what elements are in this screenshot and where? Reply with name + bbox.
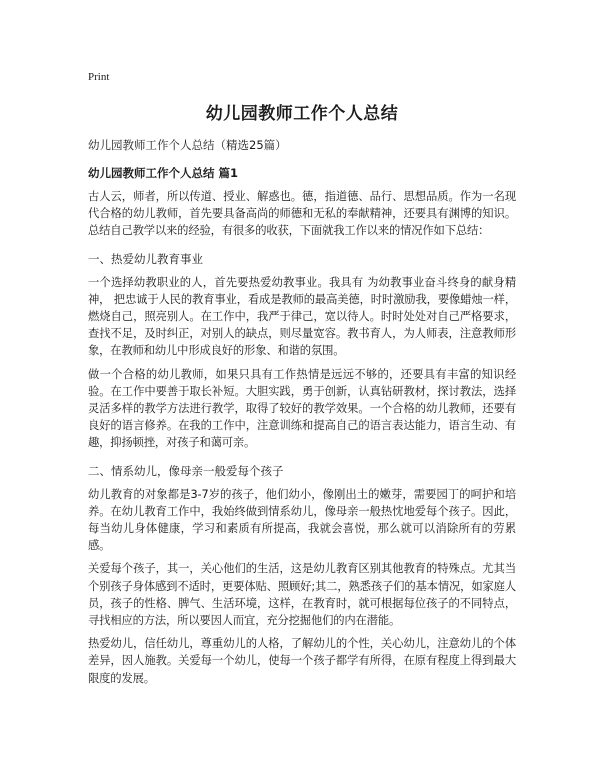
article-title: 幼儿园教师工作个人总结 篇1 — [88, 166, 239, 180]
section2-paragraph-1: 幼儿教育的对象都是3-7岁的孩子，他们幼小，像刚出土的嫩芽，需要园丁的呵护和培养。在幼儿教育工作中，我始终做到情系幼儿，像母亲一般热忱地爱每个孩子。因此，每当幼儿身体健康，学习和素质有所提高，我就会喜悦，那么就可以消除所有的劳累感。 — [88, 487, 516, 553]
section1-paragraph-2: 做一个合格的幼儿教师，如果只具有工作热情是远远不够的，还要具有丰富的知识经验。在工作中要善于取长补短。大胆实践，勇于创新，认真钻研教材，探讨教法，选择灵活多样的教学方法进行教学，取得了较好的教学效果。一个合格的幼儿教师，还要有良好的语言修养。在我的工作中，注意训练和提高自己的语言表达能力，语言生动、有趣，抑扬顿挫，对孩子和蔼可亲。 — [88, 367, 516, 450]
intro-paragraph: 古人云，师者，所以传道、授业、解惑也。德，指道德、品行、思想品质。作为一名现代合格的幼儿教师，首先要具备高尚的师德和无私的奉献精神，还要具有渊博的知识。总结自己教学以来的经验，有很多的收获，下面就我工作以来的情况作如下总结： — [88, 190, 516, 238]
document-page — [88, 70, 516, 687]
section-heading-2: 二、情系幼儿，像母亲一般爱每个孩子 — [88, 463, 284, 478]
document-subtitle: 幼儿园教师工作个人总结（精选25篇） — [88, 138, 287, 152]
print-label[interactable]: Print — [88, 71, 110, 83]
section2-paragraph-2: 关爱每个孩子，其一，关心他们的生活，这是幼儿教育区别其他教育的特殊点。尤其当个别孩子身体感到不适时，更要体贴、照顾好;其二，熟悉孩子们的基本情况，如家庭人员，孩子的性格、脾气、生活环境，这样，在教育时，就可根据每位孩子的不同特点，寻找相应的方法，所以要因人而宜，充分挖掘他们的内在潜能。 — [88, 562, 516, 628]
section2-paragraph-3: 热爱幼儿，信任幼儿，尊重幼儿的人格，了解幼儿的个性，关心幼儿，注意幼儿的个体差异，因人施教。关爱每一个幼儿，使每一个孩子都学有所得，在原有程度上得到最大限度的发展。 — [88, 637, 516, 685]
document-title: 幼儿园教师工作个人总结 — [205, 104, 399, 124]
section1-paragraph-1: 一个选择幼教职业的人，首先要热爱幼教事业。我具有 为幼教事业奋斗终身的献身精神， 把忠诚于人民的教育事业，看成是教师的最高美德，时时激励我，要像蜡烛一样，燃烧自己，照亮别人。在工作中，我严于律己，宽以待人。时时处处对自己严格要求，查找不足，及时纠正，对别人的缺点，则尽量宽容。教书育人，为人师表，注意教师形象，在教师和幼儿中形成良好的形象、和谐的氛围。 — [88, 275, 516, 358]
section-heading-1: 一、热爱幼儿教育事业 — [88, 251, 203, 266]
